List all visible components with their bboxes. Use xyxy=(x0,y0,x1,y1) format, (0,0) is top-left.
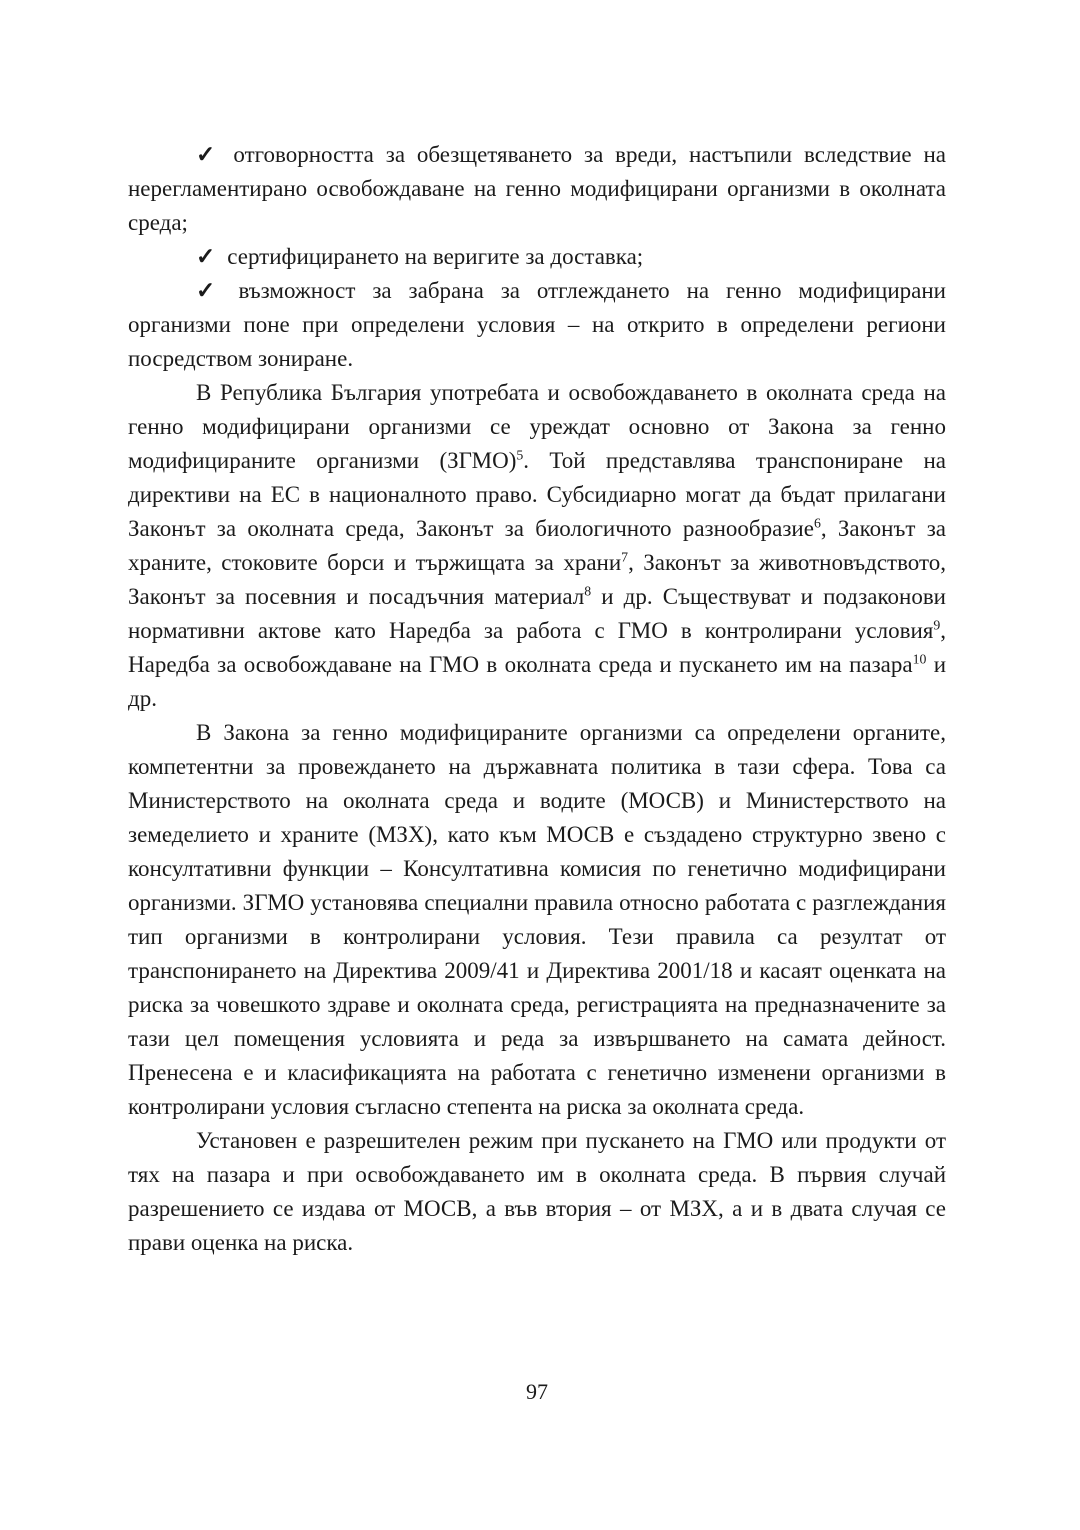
text-run: В Република България употребата и освобождаването в околната среда на генно модифицирани организми се уреждат основно от Закона за генно модифицираните организми (ЗГМО) xyxy=(128,380,946,473)
footnote-ref: 6 xyxy=(813,515,821,531)
text-run: В Закона за генно модифицираните организми са определени органите, компетентни за провеждането на държавната политика в тази сфера. Това са Министерството на околната среда и водите (МОСВ) и Министерството на земеделието и храните (МЗХ), като към МОСВ е създадено структурно звено с консултативни функции – Консултативна комисия по генетично модифицирани организми. ЗГМО установява специални правила относно работата с разглеждания тип организми в контролирани условия. Тези правила са резултат от транспонирането на Директива 2009/41 и Директива 2001/18 и касаят оценката на риска за човешкото здраве и околната среда, регистрацията на предназначените за тази цел помещения условията и реда за извършването на самата дейност. Пренесена е и класификацията на работата с генетично изменени организми в контролирани условия съгласно степента на риска за околната среда. xyxy=(128,720,946,1119)
text-run: и др. xyxy=(128,652,947,711)
text-run: отговорността за обезщетяването за вреди, настъпили вследствие на нерегламентирано освобождаване на генно модифицирани организми в околната среда; xyxy=(128,142,946,235)
page-number: 97 xyxy=(526,1379,548,1404)
text-run: Установен е разрешителен режим при пускането на ГМО или продукти от тях на пазара и при освобождаването им в околната среда. В първия случай разрешението се издава от МОСВ, а във втория – от МЗХ, а и в двата случая се прави оценка на риска. xyxy=(128,1128,946,1255)
page-content xyxy=(128,138,946,1260)
footnote-ref: 7 xyxy=(621,549,629,565)
checkmark-icon: ✓ xyxy=(196,244,216,269)
text-run: , Законът за животновъдството, Законът за посевния и посадъчния материал xyxy=(128,550,946,609)
checkmark-icon: ✓ xyxy=(196,278,227,303)
footnote-ref: 5 xyxy=(516,447,524,463)
footnote-ref: 9 xyxy=(933,617,941,633)
text-run: , Наредба за освобождаване на ГМО в околната среда и пускането им на пазара xyxy=(128,618,946,677)
check-item xyxy=(128,240,946,274)
footnote-ref: 10 xyxy=(912,651,927,667)
text-run: . Той представлява транспониране на директиви на ЕС в националното право. Субсидиарно могат да бъдат прилагани Законът за околната среда, Законът за биологичното разнообразие xyxy=(128,448,946,541)
paragraph xyxy=(128,716,946,1124)
text-run: възможност за забрана за отглеждането на генно модифицирани организми поне при определени условия – на открито в определени региони посредством зониране. xyxy=(128,278,946,371)
paragraph xyxy=(128,376,946,716)
check-item xyxy=(128,274,946,376)
paragraph xyxy=(128,1124,946,1260)
checkmark-icon: ✓ xyxy=(196,142,222,167)
text-run: сертифицирането на веригите за доставка; xyxy=(227,244,644,269)
text-run: , Законът за храните, стоковите борси и тържищата за храни xyxy=(128,516,946,575)
check-item xyxy=(128,138,946,240)
text-run: и др. Съществуват и подзаконови нормативни актове като Наредба за работа с ГМО в контролирани условия xyxy=(128,584,946,643)
footnote-ref: 8 xyxy=(584,583,592,599)
